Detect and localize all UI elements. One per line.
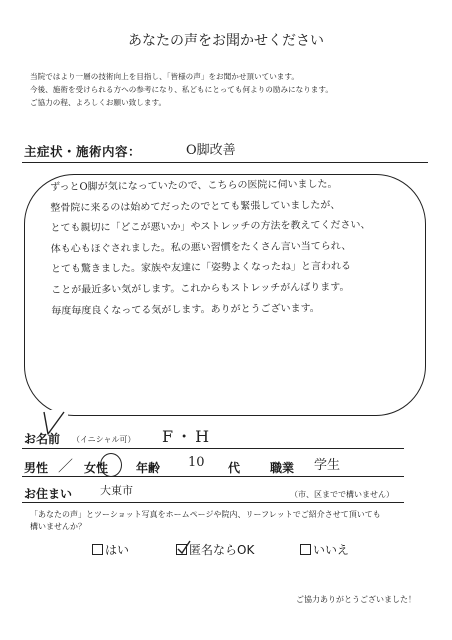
option-no-label: いいえ bbox=[313, 543, 350, 557]
checkbox-no[interactable] bbox=[300, 544, 311, 555]
comment-line: とても親切に「どこが悪いか」やストレッチの方法を教えてください、 bbox=[50, 219, 371, 235]
name-underline bbox=[22, 448, 404, 449]
thanks-message: ご協力ありがとうございました！ bbox=[296, 595, 416, 604]
intro-line: 当院ではより一層の技術向上を目指し、「皆様の声」をお聞かせ頂いています。 bbox=[30, 72, 299, 81]
comment-line: ずっとO脚が気になっていたので、こちらの医院に伺いました。 bbox=[50, 178, 338, 193]
page-title: あなたの声をお聞かせください bbox=[128, 33, 324, 49]
gender-separator: ／ bbox=[58, 457, 74, 475]
info-underline bbox=[22, 476, 404, 477]
comment-line: 体も心もほぐされました。私の悪い習慣をたくさん言い当てられ、 bbox=[50, 240, 352, 255]
gender-female: 女性 bbox=[84, 461, 109, 475]
option-yes[interactable] bbox=[92, 541, 129, 558]
comment-line: 整骨院に来るのは始めてだったのでとても緊張していましたが、 bbox=[50, 199, 341, 214]
checkbox-yes[interactable] bbox=[92, 544, 103, 555]
checkbox-anonymous[interactable] bbox=[176, 544, 187, 555]
complaint-label: 主症状・施術内容： bbox=[24, 144, 142, 159]
option-yes-label: はい bbox=[105, 543, 130, 557]
check-mark-icon bbox=[177, 540, 191, 554]
age-label: 年齢 bbox=[136, 461, 161, 475]
complaint-answer: O脚改善 bbox=[186, 143, 236, 158]
female-circle-mark bbox=[100, 453, 122, 477]
intro-line: ご協力の程、よろしくお願い致します。 bbox=[30, 98, 167, 107]
question-line: 構いませんか？ bbox=[30, 522, 86, 531]
comment-line: 毎度毎度良くなってる気がします。ありがとうございます。 bbox=[51, 302, 320, 317]
address-value: 大東市 bbox=[100, 484, 133, 497]
age-value: 10 bbox=[188, 455, 205, 470]
intro-line: 今後、施術を受けられる方への参考になり、私どもにとっても何よりの励みになります。 bbox=[30, 85, 333, 94]
name-hint: （イニシャル可） bbox=[72, 435, 136, 444]
option-anonymous-label: 匿名ならOK bbox=[189, 543, 255, 557]
section-divider bbox=[22, 162, 428, 163]
name-value: F・H bbox=[162, 427, 213, 446]
gender-male: 男性 bbox=[24, 461, 49, 475]
option-no[interactable] bbox=[300, 541, 349, 558]
intro-text bbox=[30, 70, 430, 109]
consent-question bbox=[30, 509, 381, 533]
job-label: 職業 bbox=[270, 461, 295, 475]
comment-text bbox=[50, 174, 411, 322]
address-note: （市、区までで構いません） bbox=[290, 490, 394, 499]
job-value: 学生 bbox=[314, 458, 341, 473]
question-line: 「あなたの声」とツーショット写真をホームページや院内、リーフレットでご紹介させて頂いても bbox=[30, 510, 381, 519]
option-anonymous[interactable] bbox=[176, 541, 254, 558]
name-label: お名前 bbox=[24, 432, 61, 446]
comment-line: ことが最近多い気がします。これからもストレッチがんばります。 bbox=[51, 281, 350, 296]
comment-line: とても驚きました。家族や友達に「姿勢よくなったね」と言われる bbox=[50, 261, 352, 276]
address-label: お住まい bbox=[24, 487, 73, 501]
age-unit: 代 bbox=[228, 461, 241, 475]
address-underline bbox=[22, 502, 404, 503]
